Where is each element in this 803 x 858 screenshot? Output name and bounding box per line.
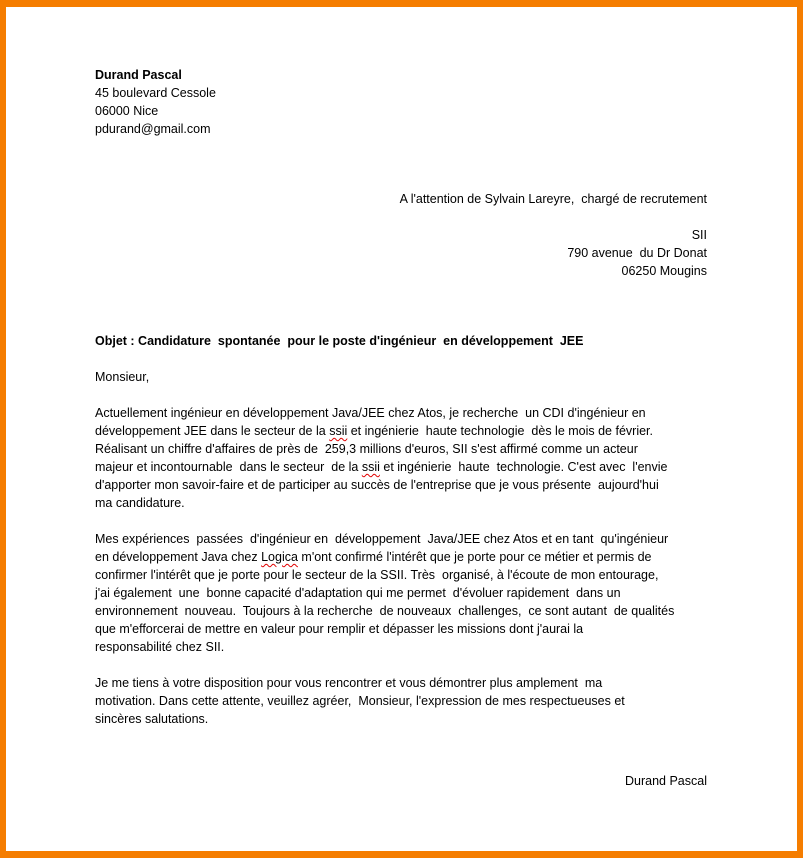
- recipient-block: [95, 190, 707, 280]
- text-line: majeur et incontournable dans le secteur de la ssii et ingénierie haute technologie. C'est avec l'envie: [95, 460, 668, 474]
- text-line: développement JEE dans le secteur de la ssii et ingénierie haute technologie dès le mois de février.: [95, 424, 653, 438]
- text-line: ma candidature.: [95, 496, 185, 510]
- text-line: j'ai également une bonne capacité d'adaptation qui me permet d'évoluer rapidement dans un: [95, 586, 621, 600]
- signature: Durand Pascal: [625, 774, 707, 788]
- recipient-address-line-1: 790 avenue du Dr Donat: [567, 246, 707, 260]
- spellcheck-underline: Logica: [261, 550, 298, 564]
- salutation: Monsieur,: [95, 370, 150, 384]
- text-line: que m'efforcerai de mettre en valeur pour remplir et dépasser les missions dont j'aurai la: [95, 622, 584, 636]
- spacer-line: [95, 208, 707, 226]
- text-line: sincères salutations.: [95, 712, 209, 726]
- sender-block: [95, 66, 707, 138]
- text-line: Réalisant un chiffre d'affaires de près de 259,3 millions d'euros, SII s'est affirmé comme un acteur: [95, 442, 638, 456]
- spellcheck-underline: ssii: [361, 460, 380, 474]
- recipient-company: SII: [691, 228, 707, 242]
- sender-address-line-2: 06000 Nice: [95, 104, 159, 118]
- text-line: d'apporter mon savoir-faire et de participer au succès de l'entreprise que je vous présente aujourd'hui: [95, 478, 659, 492]
- sender-email: pdurand@gmail.com: [95, 122, 211, 136]
- text-line: Je me tiens à votre disposition pour vous rencontrer et vous démontrer plus amplement ma: [95, 676, 603, 690]
- body-paragraph-2: [95, 530, 707, 656]
- text-line: Mes expériences passées d'ingénieur en développement Java/JEE chez Atos et en tant qu'ingénieur: [95, 532, 669, 546]
- text-line: motivation. Dans cette attente, veuillez agréer, Monsieur, l'expression de mes respectueuses et: [95, 694, 625, 708]
- body-paragraph-1: [95, 404, 707, 512]
- body-paragraph-3: [95, 674, 707, 728]
- text-line: Actuellement ingénieur en développement Java/JEE chez Atos, je recherche un CDI d'ingénieur en: [95, 406, 646, 420]
- text-line: en développement Java chez Logica m'ont confirmé l'intérêt que je porte pour ce métier et permis de: [95, 550, 652, 564]
- text-line: environnement nouveau. Toujours à la recherche de nouveaux challenges, ce sont autant de qualités: [95, 604, 675, 618]
- letter-content: [6, 7, 797, 790]
- sender-name: Durand Pascal: [95, 68, 182, 82]
- recipient-address-line-2: 06250 Mougins: [621, 264, 707, 278]
- sender-address-line-1: 45 boulevard Cessole: [95, 86, 216, 100]
- attention-line: A l'attention de Sylvain Lareyre, chargé de recrutement: [399, 192, 707, 206]
- text-line: confirmer l'intérêt que je porte pour le secteur de la SSII. Très organisé, à l'écoute de mon entourage,: [95, 568, 659, 582]
- subject-line: Objet : Candidature spontanée pour le poste d'ingénieur en développement JEE: [95, 334, 584, 348]
- text-line: responsabilité chez SII.: [95, 640, 225, 654]
- spellcheck-underline: ssii: [329, 424, 348, 438]
